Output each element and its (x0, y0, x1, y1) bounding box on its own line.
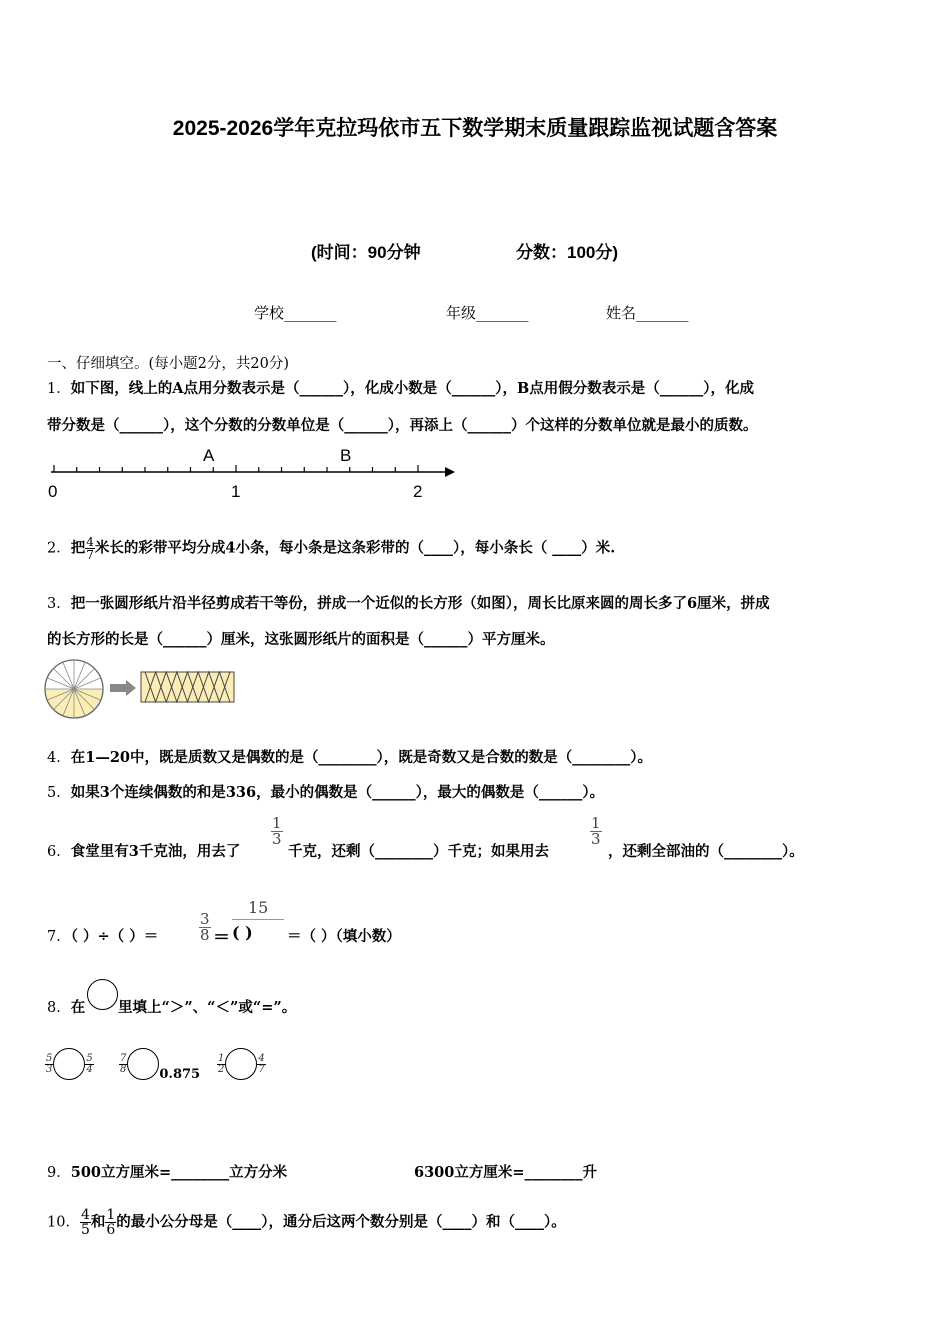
school-field[interactable]: 学校_______ (254, 304, 337, 322)
question-9a: 9．500立方厘米=________立方分米 (47, 1164, 288, 1181)
question-7: 7．（ ）÷（ ）＝ (47, 928, 159, 945)
grade-field[interactable]: 年级_______ (446, 304, 529, 322)
label-b: B (340, 446, 352, 465)
question-1-line1: 1．如下图，线上的A点用分数表示是（______），化成小数是（______），B点用假分数表示是（______），化成 (47, 380, 754, 397)
number-line-arrow (445, 467, 455, 477)
question-8: 8．在 (47, 999, 86, 1016)
number-line-figure (45, 444, 465, 504)
arrow-icon (110, 680, 136, 696)
equals-sign: ＝ (213, 928, 230, 948)
section-heading: 一、仔细填空。(每小题2分，共20分) (47, 356, 289, 372)
blank-denominator[interactable]: ( ) (232, 923, 253, 942)
label-a: A (203, 446, 215, 465)
compare-item-3: $\frac{1}{2}$ $\frac{4}{7}$ (217, 1048, 266, 1080)
question-10: 10． $\frac{4}{5}$ 和 $\frac{1}{6}$ 的最小公分母是（____），通分后这两个数分别是（____）和（____）。 (47, 1207, 566, 1238)
question-9b: 6300立方厘米=________升 (414, 1164, 598, 1181)
question-3-line2: 的长方形的长是（______）厘米，这张圆形纸片的面积是（______）平方厘米。 (47, 631, 555, 648)
compare-item-1: $\frac{5}{3}$ $\frac{5}{4}$ (45, 1048, 94, 1080)
circle-to-rectangle-figure (44, 658, 244, 722)
compare-blank-1[interactable] (53, 1048, 85, 1080)
circle-radius-line (74, 668, 95, 689)
fraction-1-3-a: $\frac{1}{3}$ (272, 814, 282, 848)
question-8-text: 里填上“＞”、“＜”或“=”。 (118, 999, 297, 1016)
fraction-bar (232, 919, 284, 920)
circle-icon (87, 979, 118, 1010)
sectored-circle (45, 660, 103, 718)
question-4: 4．在1—20中，既是质数又是偶数的是（________），既是奇数又是合数的数是（________）。 (47, 749, 652, 766)
tick-label-2: 2 (413, 482, 423, 501)
question-1-line2: 带分数是（______），这个分数的分数单位是（______），再添上（______）个这样的分数单位就是最小的质数。 (47, 417, 758, 434)
numerator-15: 15 (248, 898, 269, 917)
question-3-line1: 3．把一张圆形纸片沿半径剪成若干等份，拼成一个近似的长方形（如图），周长比原来圆的周长多了6厘米，拼成 (47, 595, 770, 612)
compare-item-2: $\frac{7}{8}$ 0.875 (119, 1048, 200, 1082)
question-6: 6．食堂里有3千克油，用去了 (47, 843, 241, 860)
name-field[interactable]: 姓名_______ (606, 304, 689, 322)
compare-blank-3[interactable] (225, 1048, 257, 1080)
tick-label-1: 1 (231, 482, 241, 501)
fraction-1-3-b: $\frac{1}{3}$ (591, 814, 601, 848)
score-info: 分数：100分) (516, 243, 619, 262)
question-6-end: ，还剩全部油的（________）。 (608, 843, 804, 860)
question-5: 5．如果3个连续偶数的和是336，最小的偶数是（______），最大的偶数是（______）。 (47, 784, 605, 801)
question-2: 2．把 $\frac{4}{7}$ 米长的彩带平均分成4小条，每小条是这条彩带的（____），每小条长（ ____）米. (47, 535, 616, 562)
rectangle-outline (141, 672, 234, 702)
number-line-ticks (54, 465, 418, 472)
fraction-4-7: $\frac{4}{7}$ (86, 535, 94, 562)
question-6-mid: 千克，还剩（________）千克；如果用去 (288, 843, 549, 860)
rearranged-rectangle (141, 672, 234, 702)
time-info: (时间：90分钟 (311, 243, 421, 262)
compare-blank-2[interactable] (127, 1048, 159, 1080)
circle-radius-line (53, 668, 74, 689)
question-7-end: ＝（ ）（填小数） (287, 928, 401, 945)
tick-label-0: 0 (48, 482, 58, 501)
page-title: 2025-2026学年克拉玛依市五下数学期末质量跟踪监视试题含答案 (172, 117, 778, 140)
fraction-3-8: $\frac{3}{8}$ (200, 910, 210, 944)
